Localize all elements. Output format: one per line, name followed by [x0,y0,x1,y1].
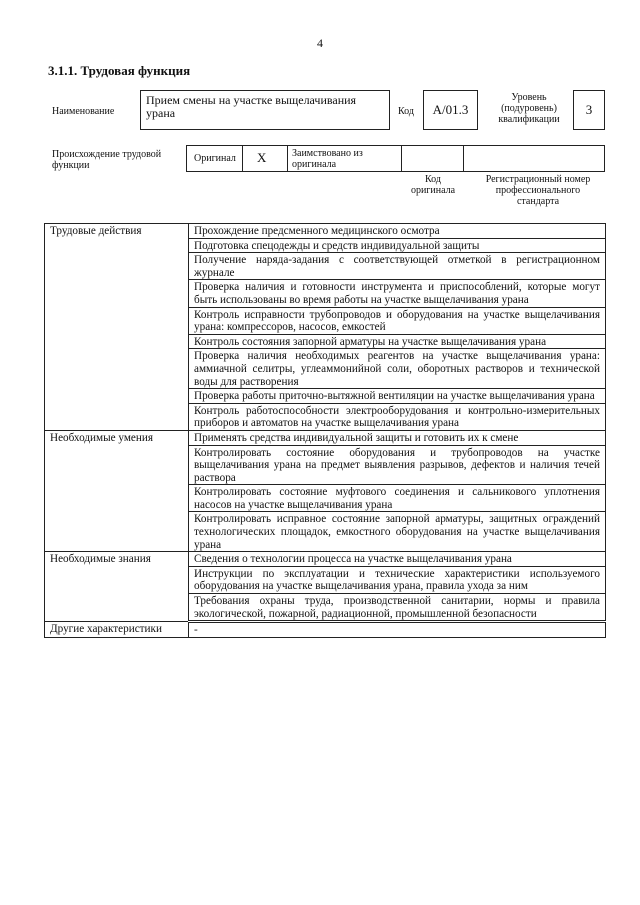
origin-row [186,145,605,172]
labor-action-item: Проверка наличия и готовности инструмента и приспособлений, которые могут быть использованы во время работы на участке выщелачивания урана [189,280,606,307]
knowledge-item: Требования охраны труда, производственной санитарии, нормы и правила экологической, пожарной, радиационной, промышленной безопасности [189,594,606,622]
reg-number-line3: стандарта [516,196,560,207]
level-box [573,90,605,130]
reg-number-caption [470,174,606,207]
labor-action-item: Подготовка спецодежды и средств индивидуальной защиты [189,238,606,253]
function-name-value: Прием смены на участке выщелачивания урана [146,93,357,120]
original-mark-cell [243,146,288,171]
table-row [45,622,606,638]
code-original-line1: Код [425,174,441,185]
labor-action-item: Контроль исправности трубопроводов и оборудования на участке выщелачивания урана: компрессоров, насосов, емкостей [189,307,606,334]
labor-action-item: Прохождение предсменного медицинского осмотра [189,224,606,239]
table-row [45,224,606,239]
origin-label-line1: Происхождение трудовой [52,149,162,160]
level-label [488,92,570,125]
skill-item: Применять средства индивидуальной защиты и готовить их к смене [189,430,606,445]
original-mark: Х [257,150,267,165]
knowledge-item: Инструкции по эксплуатации и технические характеристики используемого оборудования на участке выщелачивания урана, правила ухода за ним [189,566,606,593]
borrowed-label [292,148,363,170]
labor-action-item: Проверка работы приточно-вытяжной вентиляции на участке выщелачивания урана [189,389,606,404]
level-label-line1: Уровень [511,92,547,103]
code-label: Код [398,106,414,117]
skill-item: Контролировать состояние муфтового соединения и сальникового уплотнения насосов на участке выщелачивания урана [189,485,606,512]
origin-label [52,149,161,171]
skills-label: Необходимые умения [45,430,189,551]
skill-item: Контролировать состояние оборудования и трубопроводов на участке выщелачивания урана на предмет выявления разрывов, дефектов и наличия течей раствора [189,445,606,485]
code-value: А/01.3 [432,102,469,117]
code-box [423,90,478,130]
code-original-line2: оригинала [410,185,456,196]
labor-function-table [44,223,606,638]
borrowed-cell [288,146,402,171]
level-label-line2: (подуровень) [501,103,557,114]
code-original-cell [402,146,464,171]
table-row [45,430,606,445]
skill-item: Контролировать исправное состояние запорной арматуры, защитных ограждений технологических площадок, емкостного оборудования на участке выщелачивания урана [189,512,606,552]
original-label: Оригинал [194,153,236,164]
knowledge-label: Необходимые знания [45,552,189,622]
borrowed-label-line1: Заимствовано из [292,148,363,159]
page-number: 4 [317,36,323,50]
section-title: 3.1.1. Трудовая функция [48,63,191,78]
name-label: Наименование [52,106,115,117]
labor-action-item: Контроль состояния запорной арматуры на участке выщелачивания урана [189,334,606,349]
labor-actions-label: Трудовые действия [45,224,189,431]
function-name-box [140,90,390,130]
reg-number-line2: профессионального [495,185,581,196]
reg-number-line1: Регистрационный номер [485,174,591,185]
labor-action-item: Получение наряда-задания с соответствующей отметкой в регистрационном журнале [189,253,606,280]
labor-action-item: Контроль работоспособности электрооборудования и контрольно-измерительных приборов и автоматов на участке выщелачивания урана [189,403,606,430]
original-label-cell [187,146,243,171]
borrowed-label-line2: оригинала [292,159,337,170]
knowledge-item: Сведения о технологии процесса на участке выщелачивания урана [189,552,606,567]
code-original-caption [400,174,466,196]
origin-label-line2: функции [52,160,90,171]
level-label-line3: квалификации [498,114,560,125]
other-value: - [189,622,606,638]
labor-action-item: Проверка наличия необходимых реагентов на участке выщелачивания урана: аммиачной селитры, углеаммонийной соли, оборотных растворов и технической воды для растворения [189,349,606,389]
table-row [45,552,606,567]
other-label: Другие характеристики [45,622,189,638]
level-value: 3 [585,102,593,117]
